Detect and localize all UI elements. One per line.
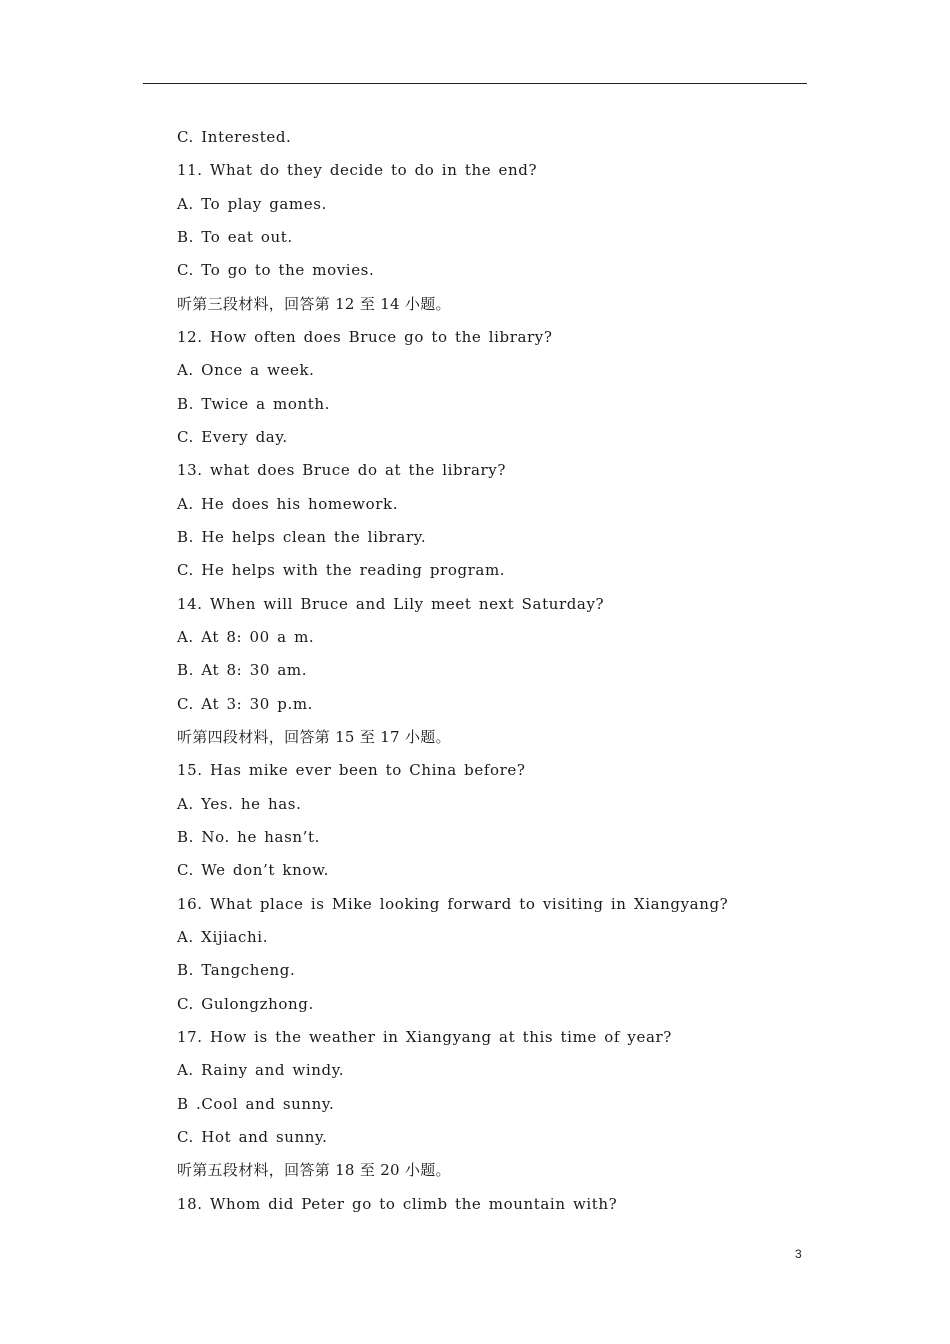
answer-option: C. At 3: 30 p.m.	[177, 694, 314, 713]
answer-option: C. Interested.	[177, 128, 292, 146]
answer-option: C. Every day.	[177, 427, 288, 446]
question-text: 18. Whom did Peter go to climb the mountain with?	[177, 1194, 618, 1213]
answer-option: A. Xijiachi.	[177, 927, 269, 946]
answer-option: C. To go to the movies.	[177, 261, 375, 280]
question-text: 16. What place is Mike looking forward to visiting in Xiangyang?	[177, 894, 729, 913]
section-instruction: 听第五段材料，回答第 18 至 20 小题。	[177, 1161, 451, 1180]
question-text: 12. How often does Bruce go to the library?	[177, 327, 553, 346]
answer-option: B. No. he hasn’t.	[177, 827, 321, 846]
answer-option: A. Rainy and windy.	[177, 1061, 345, 1080]
answer-option: B. At 8: 30 am.	[177, 661, 308, 680]
question-text: 17. How is the weather in Xiangyang at this time of year?	[177, 1027, 672, 1046]
answer-option: C. Gulongzhong.	[177, 994, 314, 1013]
answer-option: A. He does his homework.	[177, 494, 399, 513]
question-text: 14. When will Bruce and Lily meet next Saturday?	[177, 594, 605, 613]
section-instruction: 听第三段材料，回答第 12 至 14 小题。	[177, 294, 451, 313]
answer-option: A. Yes. he has.	[177, 794, 302, 813]
answer-option: A. At 8: 00 a m.	[177, 627, 315, 646]
section-instruction: 听第四段材料，回答第 15 至 17 小题。	[177, 727, 451, 746]
question-text: 11. What do they decide to do in the end?	[177, 161, 538, 180]
page-number: 3	[795, 1247, 802, 1261]
answer-option: C. We don’t know.	[177, 861, 329, 880]
answer-option: B .Cool and sunny.	[177, 1094, 335, 1113]
answer-option: B. To eat out.	[177, 227, 293, 246]
answer-option: C. Hot and sunny.	[177, 1127, 328, 1146]
question-text: 15. Has mike ever been to China before?	[177, 761, 526, 780]
answer-option: C. He helps with the reading program.	[177, 561, 506, 580]
header-rule	[143, 83, 807, 84]
question-text: 13. what does Bruce do at the library?	[177, 461, 507, 480]
document-body	[177, 124, 817, 1224]
answer-option: B. Tangcheng.	[177, 961, 296, 980]
answer-option: B. He helps clean the library.	[177, 527, 427, 546]
answer-option: B. Twice a month.	[177, 394, 330, 413]
answer-option: A. To play games.	[177, 194, 327, 213]
answer-option: A. Once a week.	[177, 361, 315, 380]
